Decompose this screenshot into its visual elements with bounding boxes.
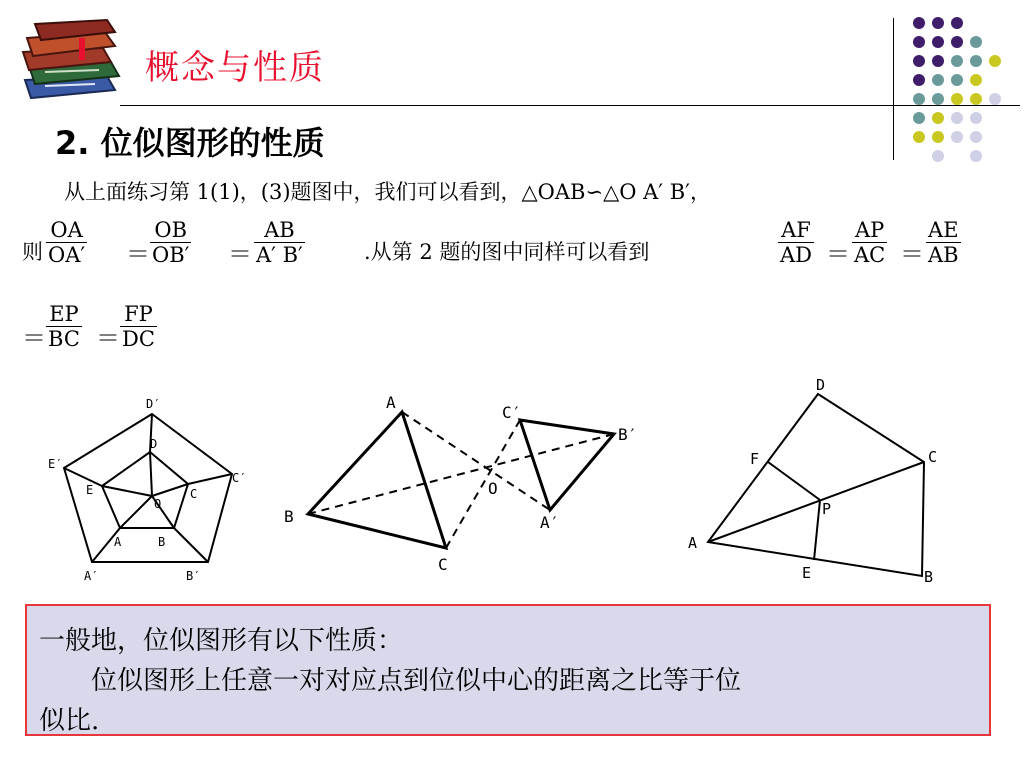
fraction-af — [778, 218, 814, 267]
label-d: D — [816, 376, 826, 394]
figure-pentagons — [40, 392, 260, 592]
label-b-prime: B′ — [186, 569, 201, 583]
fraction-fp — [120, 302, 157, 351]
label-e: E — [86, 483, 94, 497]
summary-line-3: 似比. — [39, 706, 100, 736]
label-e: E — [802, 564, 812, 582]
fraction-numerator: AB — [254, 218, 305, 243]
triangle-abc-prime — [520, 420, 614, 510]
label-a-prime: A′ — [540, 513, 560, 532]
label-b: B — [284, 507, 294, 526]
fraction-ob — [150, 218, 191, 267]
fraction-denominator: BC — [48, 327, 80, 351]
label-d: D — [150, 437, 158, 451]
label-c: C — [438, 555, 448, 574]
fraction-denominator: AC — [854, 243, 886, 267]
label-d-prime: D′ — [146, 397, 161, 411]
label-a: A — [688, 534, 698, 552]
intro-then: 则 — [22, 240, 43, 264]
fraction-ae — [926, 218, 961, 267]
label-o: O — [488, 479, 498, 498]
vertical-divider — [893, 18, 894, 160]
figure-quadrilateral — [680, 372, 950, 592]
label-b-prime: B′ — [618, 425, 638, 444]
label-o: O — [154, 497, 162, 511]
intro-middle: .从第 2 题的图中同样可以看到 — [364, 240, 650, 264]
label-c: C — [928, 448, 938, 466]
fraction-denominator: AB — [928, 243, 959, 267]
equals-sign: ＝ — [228, 240, 252, 268]
page-title: 概念与性质 — [145, 48, 325, 88]
header-divider — [120, 105, 1020, 106]
books-icon — [15, 18, 130, 108]
fraction-numerator: OA — [46, 218, 87, 243]
label-f: F — [750, 450, 760, 468]
equals-sign: ＝ — [900, 240, 924, 268]
summary-line-1: 一般地，位似图形有以下性质： — [39, 626, 404, 656]
summary-box — [25, 604, 991, 736]
intro-line-1: 从上面练习第 1(1)，(3)题图中，我们可以看到，△OAB∽△O A′ B′， — [64, 180, 711, 204]
fraction-denominator: A′ B′ — [256, 243, 303, 267]
label-b: B — [158, 535, 166, 549]
fraction-oa — [46, 218, 87, 267]
label-a: A — [386, 393, 396, 412]
dot-grid-decoration — [895, 10, 1020, 170]
fraction-ap — [852, 218, 887, 267]
label-b: B — [924, 568, 934, 586]
fraction-numerator: AE — [926, 218, 961, 243]
summary-line-2: 位似图形上任意一对对应点到位似中心的距离之比等于位 — [39, 666, 742, 696]
fraction-numerator: AF — [778, 218, 814, 243]
fraction-ab — [254, 218, 305, 267]
label-p: P — [822, 500, 832, 518]
fraction-numerator: AP — [852, 218, 887, 243]
label-a-prime: A′ — [84, 569, 99, 583]
fraction-numerator: OB — [150, 218, 191, 243]
equals-sign: ＝ — [826, 240, 850, 268]
label-c-prime: C′ — [232, 471, 247, 485]
section-heading: 2. 位似图形的性质 — [55, 124, 325, 162]
equals-sign: ＝ — [126, 240, 150, 268]
fraction-numerator: EP — [46, 302, 82, 327]
inner-pentagon — [102, 452, 188, 528]
equals-sign: ＝ — [22, 324, 46, 352]
fraction-denominator: OB′ — [152, 243, 190, 267]
label-a: A — [114, 535, 122, 549]
figure-triangles — [278, 390, 658, 580]
label-e-prime: E′ — [48, 457, 63, 471]
fraction-denominator: DC — [122, 327, 155, 351]
fraction-denominator: AD — [780, 243, 813, 267]
label-c-prime: C′ — [502, 403, 522, 422]
equals-sign: ＝ — [96, 324, 120, 352]
label-c: C — [190, 487, 198, 501]
fraction-ep — [46, 302, 82, 351]
triangle-abc — [308, 412, 446, 548]
fraction-numerator: FP — [120, 302, 157, 327]
fraction-denominator: OA′ — [48, 243, 86, 267]
